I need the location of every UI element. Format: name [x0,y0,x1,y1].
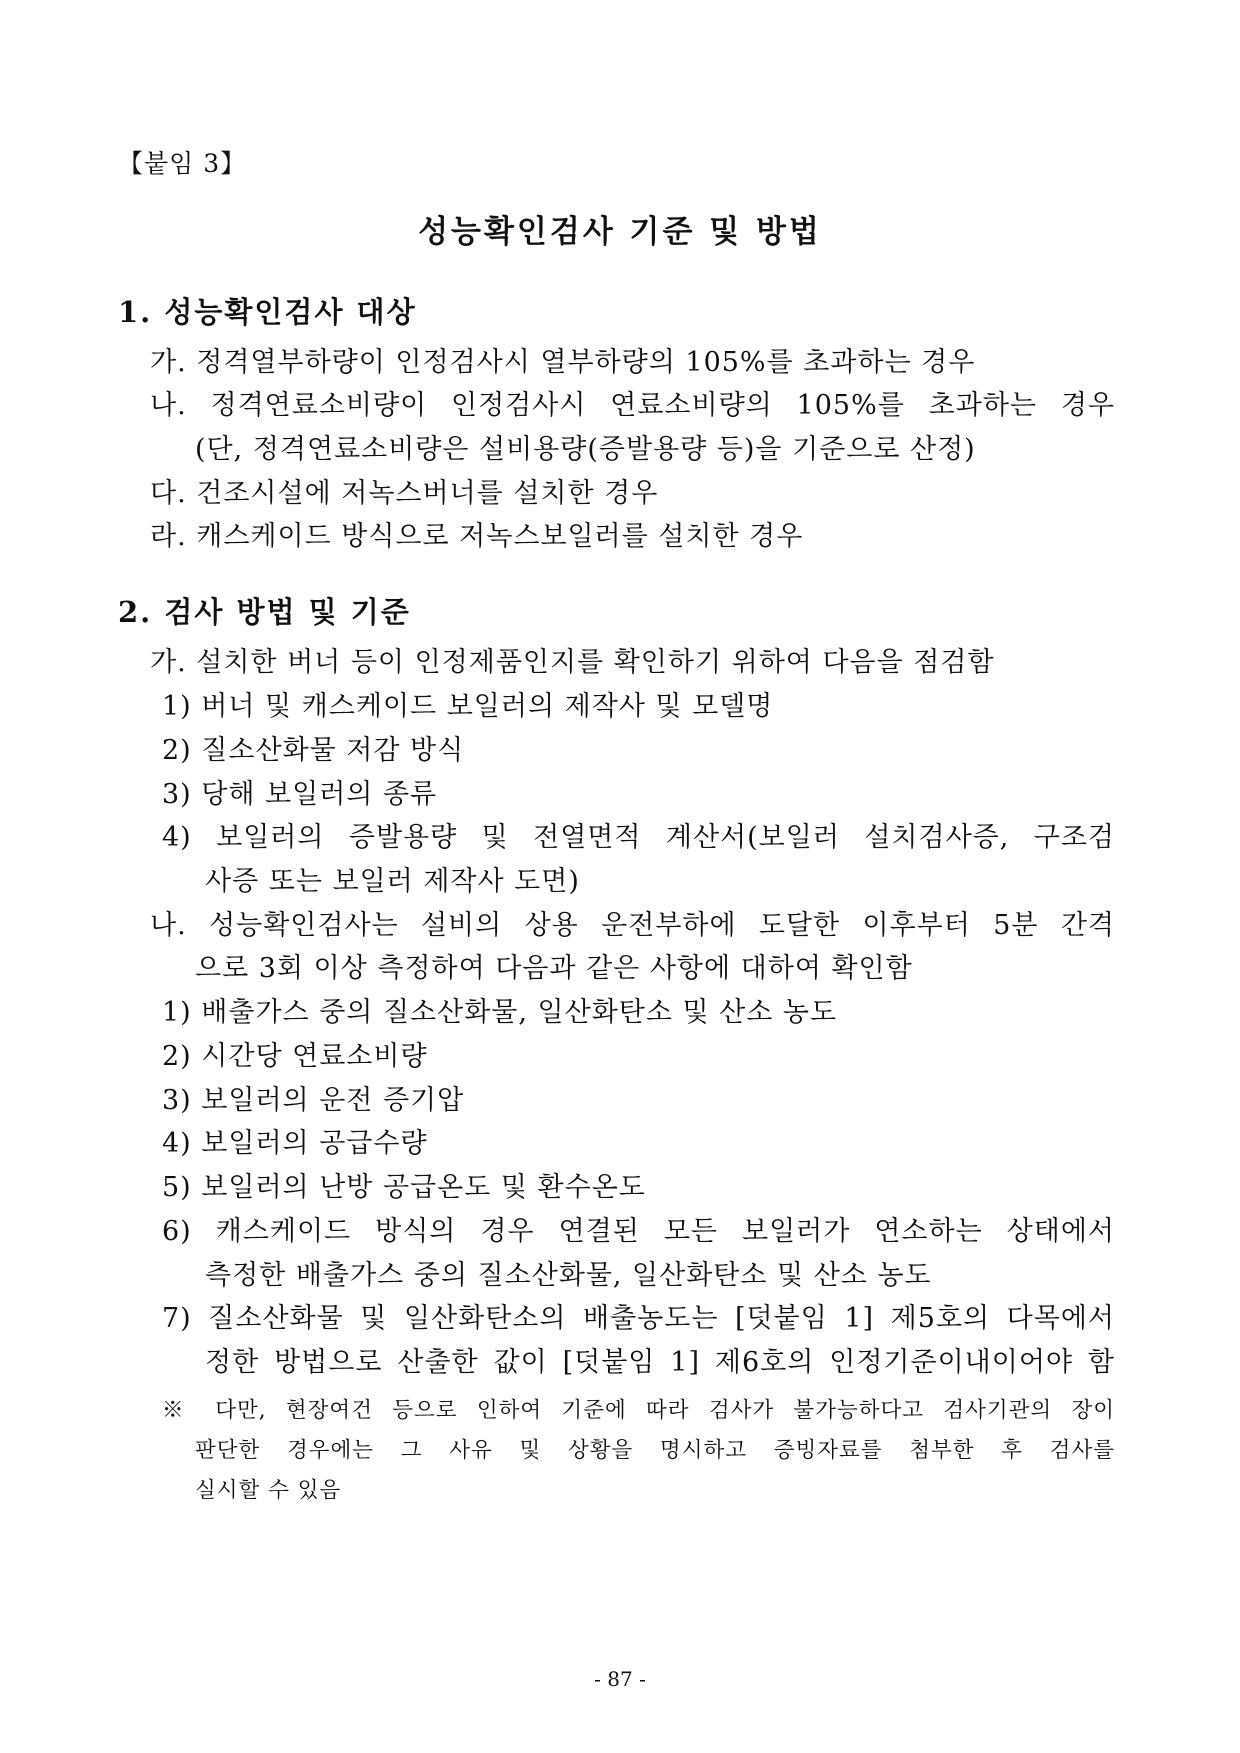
section2-na-3: 3) 보일러의 운전 증기압 [162,1085,465,1116]
section2-ga-2: 2) 질소산화물 저감 방식 [162,735,465,766]
section1-item-na-note: (단, 정격연료소비량은 설비용량(증발용량 등)을 기준으로 산정) [195,434,976,465]
section2-na-6-cont: 측정한 배출가스 중의 질소산화물, 일산화탄소 및 산소 농도 [205,1260,932,1291]
section2-ga-3: 3) 당해 보일러의 종류 [162,779,438,810]
section2-ga-4: 4) 보일러의 증발용량 및 전열면적 계산서(보일러 설치검사증, 구조검 [162,822,1115,853]
section2-na-7-cont: 정한 방법으로 산출한 값이 [덧붙임 1] 제6호의 인정기준이내이어야 함 [205,1347,1115,1378]
section2-item-na: 나. 성능확인검사는 설비의 상용 운전부하에 도달한 이후부터 5분 간격 [150,910,1115,941]
section2-item-na-cont: 으로 3회 이상 측정하여 다음과 같은 사항에 대하여 확인함 [195,953,913,984]
section1-item-ra: 라. 캐스케이드 방식으로 저녹스보일러를 설치한 경우 [150,521,804,552]
note-line-1: ※ 다만, 현장여건 등으로 인하여 기준에 따라 검사가 불가능하다고 검사기관의 장이 [162,1398,1115,1423]
page-number: - 87 - [594,1667,646,1691]
section1-item-na: 나. 정격연료소비량이 인정검사시 연료소비량의 105%를 초과하는 경우 [150,390,1115,421]
section2-na-2: 2) 시간당 연료소비량 [162,1041,428,1072]
section2-heading: 2. 검사 방법 및 기준 [118,595,411,629]
section2-item-ga: 가. 설치한 버너 등이 인정제품인지를 확인하기 위하여 다음을 점검함 [150,647,995,678]
section2-na-6: 6) 캐스케이드 방식의 경우 연결된 모든 보일러가 연소하는 상태에서 [162,1216,1115,1247]
section2-ga-4-cont: 사증 또는 보일러 제작사 도면) [205,866,580,897]
section1-item-da: 다. 건조시설에 저녹스버너를 설치한 경우 [150,478,659,509]
section2-na-5: 5) 보일러의 난방 공급온도 및 환수온도 [162,1172,646,1203]
section2-na-1: 1) 배출가스 중의 질소산화물, 일산화탄소 및 산소 농도 [162,997,838,1028]
document-title: 성능확인검사 기준 및 방법 [418,214,822,250]
section1-item-ga: 가. 정격열부하량이 인정검사시 열부하량의 105%를 초과하는 경우 [150,347,976,378]
section2-ga-1: 1) 버너 및 캐스케이드 보일러의 제작사 및 모델명 [162,691,774,722]
note-line-2: 판단한 경우에는 그 사유 및 상황을 명시하고 증빙자료를 첨부한 후 검사를 [195,1438,1115,1463]
section1-heading: 1. 성능확인검사 대상 [118,295,417,329]
section2-na-7: 7) 질소산화물 및 일산화탄소의 배출농도는 [덧붙임 1] 제5호의 다목에서 [162,1303,1115,1334]
attachment-label: 【붙임 3】 [118,149,247,178]
note-line-3: 실시할 수 있음 [195,1478,342,1503]
section2-na-4: 4) 보일러의 공급수량 [162,1128,428,1159]
